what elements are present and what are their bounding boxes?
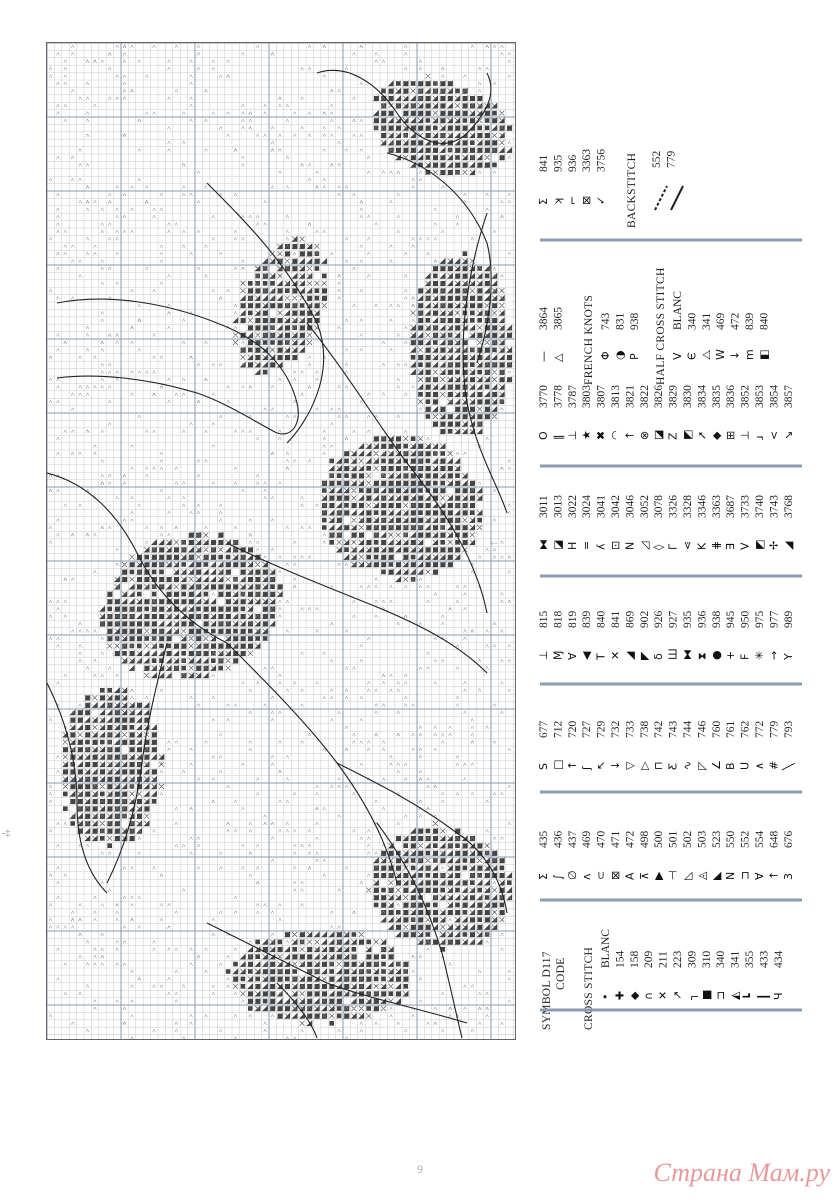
key-symbol-5-16: <	[767, 430, 781, 440]
key-code-4-16: 3743	[768, 495, 781, 518]
key-code-0-5: 223	[672, 950, 684, 968]
key-symbol-3-13: +	[724, 650, 738, 660]
key-code-7-3: 3363	[581, 149, 594, 172]
key-code-5-5: 3813	[610, 385, 622, 408]
key-code-5-10: 3830	[682, 385, 694, 408]
key-code-2-1: 712	[552, 720, 565, 738]
key-code-1-1: 436	[552, 830, 565, 848]
key-symbol-6-0: —	[537, 351, 550, 362]
key-symbol-2-2: ↑	[565, 760, 579, 770]
key-symbol-4-16: ✢	[767, 540, 781, 550]
key-symbol-2-0: S	[537, 763, 550, 770]
key-code-2-14: 762	[739, 720, 752, 738]
key-symbol-2-4: ↖	[594, 760, 608, 770]
key-symbol-7-1: ʞ	[551, 197, 565, 205]
key-code-3-6: 869	[624, 610, 637, 628]
key-backstitch-code-1: 779	[665, 150, 678, 168]
key-symbol-5-10: ◩	[681, 429, 694, 440]
key-code-3-8: 926	[653, 610, 666, 628]
key-symbol-4-7: ◿	[637, 541, 651, 550]
key-symbol-3-10: ⧓	[681, 649, 694, 660]
key-symbol-0-12: Ч	[771, 992, 785, 1000]
key-symbol-1-15: Ɐ	[753, 872, 766, 880]
key-symbol-0-2: ◆	[627, 991, 641, 1000]
key-code-1-0: 435	[538, 830, 550, 848]
key-symbol-5-2: ⊥	[565, 430, 579, 440]
key-symbol-1-11: ◬	[695, 871, 709, 880]
key-symbol-4-6: Ν	[623, 541, 637, 550]
key-symbol-3-12: ●	[709, 650, 723, 660]
key-symbol-7-4: ✓	[594, 195, 608, 205]
key-symbol-3-3: ◀	[580, 651, 594, 660]
watermark-logo: Страна Мам.ру	[653, 1158, 830, 1187]
key-symbol-3-7: ◤	[637, 651, 651, 660]
key-code-2-7: 738	[638, 720, 651, 738]
key-code-4-9: 3326	[667, 495, 680, 518]
key-heading-backstitch: BACKSTITCH	[626, 152, 638, 228]
key-code-3-15: 975	[754, 610, 766, 628]
key-symbol-1-5: ⊠	[609, 870, 622, 880]
key-code-5-4: 3807	[595, 385, 608, 408]
key-code-1-7: 498	[638, 830, 651, 848]
key-symbol-4-14: V	[738, 542, 752, 550]
key-symbol-0-7: ■	[699, 989, 713, 1000]
key-symbol-5-15: ɹ	[753, 435, 766, 440]
key-symbol-3-2: ꓯ	[565, 652, 579, 660]
key-symbol-0-6: ┐	[685, 993, 699, 1000]
key-code-0-8: 340	[715, 950, 728, 968]
key-code-1-2: 437	[566, 830, 579, 848]
key-symbol-2-3: ʃ	[580, 766, 594, 770]
key-symbol-3-16: →	[767, 650, 781, 660]
key-code-4-8: 3078	[653, 495, 666, 518]
left-edge-mark: -‡	[2, 828, 11, 839]
backstitch-line-552	[655, 186, 667, 210]
key-code-1-3: 469	[581, 830, 594, 848]
key-french-code-1: 831	[614, 312, 627, 330]
key-symbol-0-9: ◭	[728, 991, 742, 1000]
key-symbol-5-7: ⊗	[637, 430, 651, 440]
cross-stitch-chart	[46, 42, 516, 1040]
key-code-3-11: 936	[696, 610, 709, 628]
key-symbol-0-4: ✕	[656, 990, 670, 1000]
key-code-0-12: 434	[772, 950, 785, 968]
key-code-5-17: 3857	[782, 385, 795, 408]
key-symbol-0-11: ┃	[757, 993, 771, 1000]
key-heading-half-cross: HALF CROSS STITCH	[655, 267, 667, 385]
key-symbol-1-8: ▶	[652, 871, 666, 880]
key-code-5-6: 3821	[624, 385, 637, 408]
key-code-0-10: 355	[744, 950, 756, 968]
key-symbol-5-1: ‖	[551, 434, 565, 440]
key-code-5-11: 3834	[696, 385, 709, 408]
key-code-6-1: 3865	[552, 307, 565, 330]
key-code-3-10: 935	[682, 610, 694, 628]
key-symbol-1-17: 3	[781, 873, 795, 880]
key-code-2-12: 760	[710, 720, 723, 738]
key-symbol-0-3: ∩	[642, 991, 656, 1000]
key-header-code: CODE	[555, 957, 567, 990]
key-code-4-6: 3046	[624, 495, 637, 518]
key-symbol-0-10: ┗	[743, 993, 756, 1000]
key-code-5-1: 3778	[552, 385, 565, 408]
key-code-0-4: 211	[657, 951, 670, 968]
key-code-4-14: 3733	[739, 495, 752, 518]
key-half-code-1: 340	[686, 312, 699, 330]
key-french-symbol-0: Φ	[599, 351, 612, 360]
key-symbol-3-14: F	[738, 653, 752, 660]
key-code-5-16: 3854	[768, 385, 781, 408]
key-half-code-0: BLANC	[672, 291, 684, 330]
key-code-3-1: 818	[552, 610, 565, 628]
key-symbol-3-17: Y	[781, 653, 795, 660]
key-code-1-15: 554	[754, 830, 766, 848]
key-symbol-1-7: ⊼	[637, 871, 651, 880]
key-symbol-1-9: ⊣	[666, 870, 680, 880]
key-symbol-2-13: B	[724, 762, 738, 770]
key-symbol-2-16: #	[767, 760, 781, 770]
key-symbol-2-9: Ƹ	[666, 762, 680, 770]
key-symbol-7-3: ⊠	[580, 195, 594, 205]
key-symbol-1-0: Σ	[537, 873, 550, 880]
key-symbol-0-1: ✚	[613, 990, 627, 1000]
key-symbol-5-8: ◪	[652, 429, 666, 440]
key-french-symbol-1: ◑	[613, 350, 627, 360]
key-symbol-4-13: ∃	[724, 543, 738, 550]
key-code-7-0: 841	[538, 154, 550, 172]
key-backstitch-code-0: 552	[651, 150, 663, 168]
key-french-code-0: 743	[600, 312, 612, 330]
key-code-2-13: 761	[725, 720, 738, 738]
key-code-0-9: 341	[729, 950, 742, 968]
key-symbol-1-14: ⊐	[738, 870, 752, 880]
key-code-3-5: 841	[610, 610, 622, 628]
key-code-0-3: 209	[643, 950, 656, 968]
key-symbol-5-9: Z	[666, 432, 680, 440]
key-code-2-16: 779	[768, 720, 781, 738]
key-code-1-8: 500	[653, 830, 666, 848]
center-arrow-icon: ←	[488, 534, 500, 548]
key-symbol-0-0: •	[599, 993, 612, 1000]
key-symbol-6-1: △	[551, 353, 565, 362]
key-code-0-1: 154	[614, 950, 627, 968]
key-code-3-3: 839	[581, 610, 594, 628]
key-symbol-5-3: ★	[580, 430, 594, 440]
key-symbol-2-11: ◸	[695, 761, 709, 770]
key-half-symbol-3: W	[714, 349, 728, 360]
background-symbols	[49, 45, 515, 1039]
key-code-5-14: 3852	[739, 385, 752, 408]
key-half-symbol-0: V	[671, 352, 684, 360]
key-symbol-5-11: ➚	[695, 430, 709, 440]
key-symbol-2-12: ∠	[709, 760, 723, 770]
key-half-code-5: 839	[744, 312, 756, 330]
key-symbol-5-6: ↑	[623, 430, 637, 440]
key-symbol-5-13: ⊞	[724, 430, 738, 440]
key-symbol-5-17: ↘	[781, 430, 795, 440]
key-code-0-6: 309	[686, 950, 699, 968]
key-code-1-10: 502	[682, 830, 694, 848]
key-code-4-12: 3363	[710, 495, 723, 518]
key-code-2-6: 733	[624, 720, 637, 738]
key-symbol-2-15: ∧	[753, 761, 766, 770]
key-symbol-3-11: ⧗	[695, 652, 709, 660]
key-code-0-7: 310	[700, 950, 713, 968]
key-code-0-11: 433	[758, 950, 771, 968]
key-symbol-3-0: ⊥	[537, 650, 550, 660]
key-code-5-0: 3770	[538, 385, 550, 408]
key-symbol-7-0: Σ	[537, 198, 550, 205]
key-code-4-10: 3328	[682, 495, 694, 518]
key-symbol-2-8: ⊓	[652, 761, 666, 770]
key-code-4-0: 3011	[538, 495, 550, 518]
key-heading-cross-stitch: CROSS STITCH	[583, 946, 595, 1030]
key-code-3-12: 938	[710, 610, 723, 628]
key-code-3-4: 840	[595, 610, 608, 628]
key-symbol-3-15: ✳	[753, 650, 766, 660]
key-symbol-4-1: ◪	[551, 539, 565, 550]
key-half-code-2: 341	[700, 312, 713, 330]
key-code-2-8: 742	[653, 720, 666, 738]
key-symbol-2-14: U	[738, 761, 752, 770]
key-symbol-7-2: ⌐	[565, 195, 579, 205]
key-code-4-4: 3041	[595, 495, 608, 518]
key-half-code-3: 469	[715, 312, 728, 330]
key-symbol-1-12: ◣	[709, 871, 723, 880]
key-symbol-4-9: Γ	[666, 543, 680, 550]
key-code-1-17: 676	[782, 830, 795, 848]
key-symbol-1-10: ◺	[681, 871, 694, 880]
key-code-7-1: 935	[552, 154, 565, 172]
key-code-1-4: 470	[595, 830, 608, 848]
key-symbol-5-4: ✖	[594, 430, 608, 440]
key-code-3-14: 950	[739, 610, 752, 628]
key-code-4-11: 3346	[696, 495, 709, 518]
key-code-2-10: 744	[682, 720, 694, 738]
key-code-0-0: BLANC	[600, 929, 612, 968]
key-code-0-2: 158	[628, 950, 641, 968]
key-code-2-4: 729	[595, 720, 608, 738]
key-half-symbol-4: ↓	[728, 350, 742, 360]
key-symbol-0-8: ⊐	[714, 990, 728, 1000]
key-code-4-3: 3024	[581, 495, 594, 518]
key-symbol-4-8: ◊	[652, 544, 666, 550]
key-code-7-4: 3756	[595, 149, 608, 172]
key-symbol-5-14: ⊥	[738, 430, 752, 440]
key-symbol-1-16: ↑	[767, 870, 781, 880]
key-symbol-5-12: ◆	[709, 431, 723, 440]
key-symbol-1-4: ⊂	[594, 870, 608, 880]
key-code-3-16: 977	[768, 610, 781, 628]
key-code-2-17: 793	[782, 720, 795, 738]
key-half-symbol-6: ◧	[757, 349, 771, 360]
key-code-4-17: 3768	[782, 495, 795, 518]
key-code-2-5: 732	[610, 720, 622, 738]
key-code-7-2: 936	[566, 154, 579, 172]
key-code-6-0: 3864	[538, 307, 550, 330]
key-code-2-11: 746	[696, 720, 709, 738]
key-code-2-0: 677	[538, 720, 550, 738]
key-half-code-6: 840	[758, 312, 771, 330]
key-symbol-1-1: ∫	[551, 874, 565, 880]
key-symbol-4-4: ʎ	[594, 543, 608, 550]
key-symbol-2-1: □	[551, 759, 565, 770]
key-code-3-9: 927	[667, 610, 680, 628]
key-symbol-2-6: ▽	[623, 761, 637, 770]
key-rotated-group	[537, 42, 802, 1046]
key-symbol-2-17: ╲	[781, 763, 795, 770]
key-code-1-12: 523	[710, 830, 723, 848]
key-code-5-9: 3829	[667, 385, 680, 408]
key-code-4-13: 3687	[725, 495, 738, 518]
key-header-symbol: SYMBOL D117	[541, 951, 553, 1030]
key-half-symbol-1: Є	[685, 352, 699, 360]
key-code-4-5: 3042	[610, 495, 622, 518]
key-code-2-2: 720	[566, 720, 579, 738]
backstitch-line-779	[671, 186, 683, 210]
key-code-1-9: 501	[667, 830, 680, 848]
key-symbol-4-12: ⋕	[709, 540, 723, 550]
page-number: 9	[417, 1162, 423, 1176]
key-symbol-2-7: ▷	[637, 761, 651, 770]
chart-grid	[47, 43, 515, 1039]
key-symbol-1-2: ∅	[565, 870, 579, 880]
key-symbol-3-8: δ	[652, 653, 666, 660]
key-half-symbol-5: m	[743, 349, 756, 360]
key-symbol-2-5: ↓	[609, 760, 622, 770]
key-code-4-1: 3013	[552, 495, 565, 518]
key-symbol-3-4: T	[594, 653, 608, 660]
key-symbol-4-0: ⧓	[537, 539, 550, 550]
key-code-5-13: 3836	[725, 385, 738, 408]
key-code-5-8: 3826	[653, 385, 666, 408]
key-symbol-5-0: O	[537, 431, 550, 440]
key-code-3-17: 989	[782, 610, 795, 628]
key-code-3-13: 945	[725, 610, 738, 628]
key-symbol-2-10: ∿	[681, 760, 694, 770]
key-code-5-3: 3803	[581, 385, 594, 408]
key-symbol-5-5: ◠	[609, 430, 622, 440]
key-symbol-4-5: ⊡	[609, 540, 622, 550]
key-code-1-14: 552	[739, 830, 752, 848]
key-code-2-9: 743	[667, 720, 680, 738]
key-code-3-2: 819	[566, 610, 579, 628]
key-code-1-11: 503	[696, 830, 709, 848]
key-code-5-2: 3787	[566, 385, 579, 408]
key-symbol-4-15: ◩	[753, 539, 766, 550]
key-code-1-13: 550	[725, 830, 738, 848]
key-symbol-0-5: ↗	[671, 990, 684, 1000]
key-code-4-15: 3740	[754, 495, 766, 518]
key-symbol-1-3: ʌ	[580, 873, 594, 880]
key-symbol-3-6: ◢	[623, 651, 637, 660]
key-symbol-4-2: H	[565, 541, 579, 550]
key-symbol-4-10: ⋖	[681, 540, 694, 550]
key-code-5-7: 3822	[638, 385, 651, 408]
key-code-3-0: 815	[538, 610, 550, 628]
key-code-3-7: 902	[638, 610, 651, 628]
key-code-5-12: 3835	[710, 385, 723, 408]
key-symbol-3-5: ✕	[609, 650, 622, 660]
key-code-2-15: 772	[754, 720, 766, 738]
key-symbol-1-13: N	[724, 871, 738, 880]
key-half-symbol-2: ⧍	[699, 349, 713, 360]
key-code-1-16: 648	[768, 830, 781, 848]
key-code-4-7: 3052	[638, 495, 651, 518]
key-symbol-4-17: ◢	[781, 541, 795, 550]
key-symbol-3-1: Ɱ	[551, 650, 565, 660]
key-french-symbol-2: P	[627, 353, 641, 360]
key-code-2-3: 727	[581, 720, 594, 738]
key-symbol-3-9: Ш	[666, 648, 680, 660]
key-symbol-4-11: K	[695, 542, 709, 550]
key-half-code-4: 472	[729, 312, 742, 330]
key-code-1-5: 471	[610, 830, 622, 848]
key-french-code-2: 938	[628, 312, 641, 330]
key-code-5-15: 3853	[754, 385, 766, 408]
key-code-1-6: 472	[624, 830, 637, 848]
key-symbol-4-3: =	[580, 540, 594, 550]
key-code-4-2: 3022	[566, 495, 579, 518]
key-symbol-1-6: A	[623, 872, 637, 880]
key-heading-french-knots: FRENCH KNOTS	[583, 294, 595, 385]
